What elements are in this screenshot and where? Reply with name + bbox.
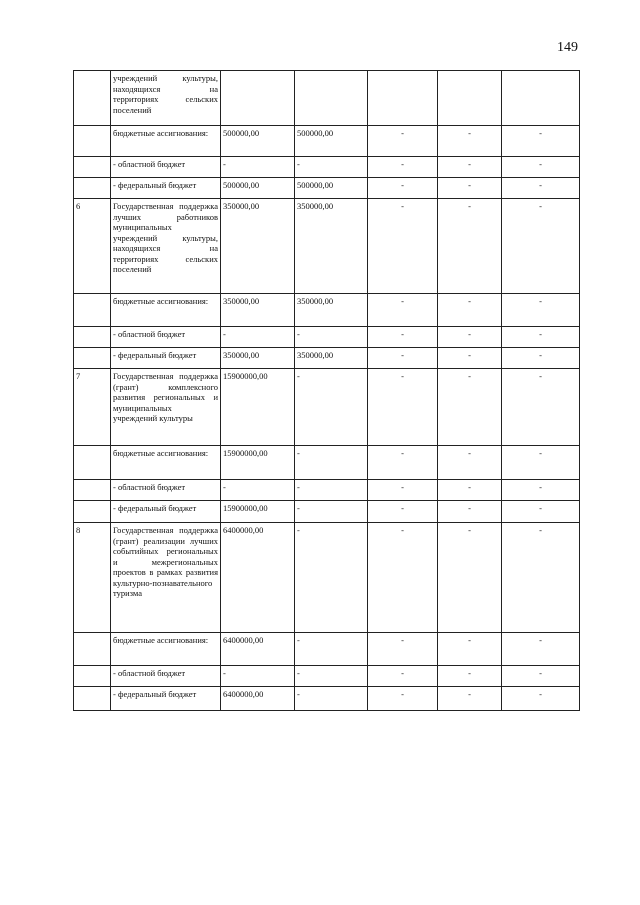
amount-year-2: - [368,348,438,369]
table-row [74,666,580,687]
amount-year-2: - [368,633,438,666]
table-row [74,294,580,327]
amount-year-2: - [368,480,438,501]
amount-year-3: - [438,369,502,446]
row-description: учреждений культуры, находящихся на территориях сельских поселений [111,71,221,126]
row-description: - федеральный бюджет [111,348,221,369]
amount-year-1: - [295,687,368,711]
amount-year-3: - [438,666,502,687]
amount-year-4: - [502,157,580,178]
amount-year-3: - [438,348,502,369]
amount-total: 350000,00 [221,294,295,327]
row-description: бюджетные ассигнования: [111,294,221,327]
amount-year-4: - [502,178,580,199]
table-row [74,501,580,523]
amount-total: 15900000,00 [221,446,295,480]
row-description: - федеральный бюджет [111,687,221,711]
row-number [74,666,111,687]
amount-year-2: - [368,199,438,294]
amount-total [221,71,295,126]
amount-total: 500000,00 [221,126,295,157]
amount-year-1: - [295,157,368,178]
amount-total: 6400000,00 [221,523,295,633]
amount-year-4: - [502,446,580,480]
table-row [74,327,580,348]
row-description: бюджетные ассигнования: [111,126,221,157]
amount-year-1: - [295,327,368,348]
amount-total: - [221,666,295,687]
amount-year-3: - [438,178,502,199]
amount-total: 15900000,00 [221,501,295,523]
budget-table [73,70,580,711]
amount-year-1: 350000,00 [295,348,368,369]
row-number [74,294,111,327]
row-number: 8 [74,523,111,633]
amount-year-2: - [368,523,438,633]
amount-year-1: 350000,00 [295,294,368,327]
table-row [74,687,580,711]
row-number [74,501,111,523]
row-number [74,126,111,157]
table-row [74,633,580,666]
row-number [74,446,111,480]
amount-year-3: - [438,327,502,348]
row-description: бюджетные ассигнования: [111,633,221,666]
amount-year-1 [295,71,368,126]
amount-year-4: - [502,480,580,501]
row-number: 7 [74,369,111,446]
row-number: 6 [74,199,111,294]
amount-year-2: - [368,369,438,446]
amount-year-3: - [438,294,502,327]
table-row [74,71,580,126]
row-number [74,157,111,178]
row-description: Государственная поддержка (грант) реализации лучших событийных региональных и межрегиональных проектов в рамках развития культурно-познавательного туризма [111,523,221,633]
amount-year-2: - [368,294,438,327]
amount-year-3: - [438,446,502,480]
amount-year-2 [368,71,438,126]
amount-year-4: - [502,633,580,666]
row-description: - областной бюджет [111,666,221,687]
amount-year-4: - [502,348,580,369]
amount-total: 500000,00 [221,178,295,199]
amount-year-3: - [438,687,502,711]
amount-year-4: - [502,369,580,446]
amount-year-3: - [438,633,502,666]
row-number [74,633,111,666]
amount-year-1: - [295,501,368,523]
amount-year-4: - [502,523,580,633]
amount-total: 15900000,00 [221,369,295,446]
amount-year-4: - [502,687,580,711]
amount-year-4: - [502,199,580,294]
amount-year-3: - [438,157,502,178]
amount-year-1: - [295,480,368,501]
amount-year-3: - [438,523,502,633]
row-number [74,71,111,126]
amount-year-4: - [502,327,580,348]
amount-year-1: - [295,523,368,633]
amount-year-2: - [368,687,438,711]
table-row [74,178,580,199]
amount-year-2: - [368,126,438,157]
amount-year-3: - [438,126,502,157]
amount-year-2: - [368,327,438,348]
amount-year-2: - [368,666,438,687]
amount-year-4: - [502,294,580,327]
row-number [74,327,111,348]
row-description: Государственная поддержка (грант) комплексного развития региональных и муниципальных учреждений культуры [111,369,221,446]
row-description: - федеральный бюджет [111,501,221,523]
amount-year-1: - [295,633,368,666]
table-row [74,126,580,157]
row-description: Государственная поддержка лучших работников муниципальных учреждений культуры, находящихся на территориях сельских поселений [111,199,221,294]
row-number [74,348,111,369]
amount-total: 6400000,00 [221,687,295,711]
amount-year-4: - [502,501,580,523]
row-description: бюджетные ассигнования: [111,446,221,480]
page-number: 149 [557,40,578,55]
amount-year-4: - [502,126,580,157]
row-description: - областной бюджет [111,157,221,178]
row-description: - областной бюджет [111,480,221,501]
table-row [74,348,580,369]
amount-year-4 [502,71,580,126]
amount-year-2: - [368,446,438,480]
amount-total: - [221,327,295,348]
table-row [74,523,580,633]
amount-year-3: - [438,480,502,501]
table-row [74,446,580,480]
amount-year-1: 500000,00 [295,178,368,199]
table-row [74,369,580,446]
row-number [74,687,111,711]
amount-total: - [221,480,295,501]
amount-year-3: - [438,501,502,523]
amount-year-1: - [295,369,368,446]
amount-year-3: - [438,199,502,294]
row-number [74,480,111,501]
amount-total: 350000,00 [221,348,295,369]
amount-total: 350000,00 [221,199,295,294]
row-description: - областной бюджет [111,327,221,348]
amount-year-4: - [502,666,580,687]
amount-total: 6400000,00 [221,633,295,666]
amount-year-2: - [368,157,438,178]
table-row [74,480,580,501]
amount-total: - [221,157,295,178]
row-description: - федеральный бюджет [111,178,221,199]
amount-year-3 [438,71,502,126]
row-number [74,178,111,199]
amount-year-1: 350000,00 [295,199,368,294]
amount-year-2: - [368,178,438,199]
table-row [74,199,580,294]
amount-year-2: - [368,501,438,523]
amount-year-1: - [295,446,368,480]
amount-year-1: 500000,00 [295,126,368,157]
table-row [74,157,580,178]
amount-year-1: - [295,666,368,687]
